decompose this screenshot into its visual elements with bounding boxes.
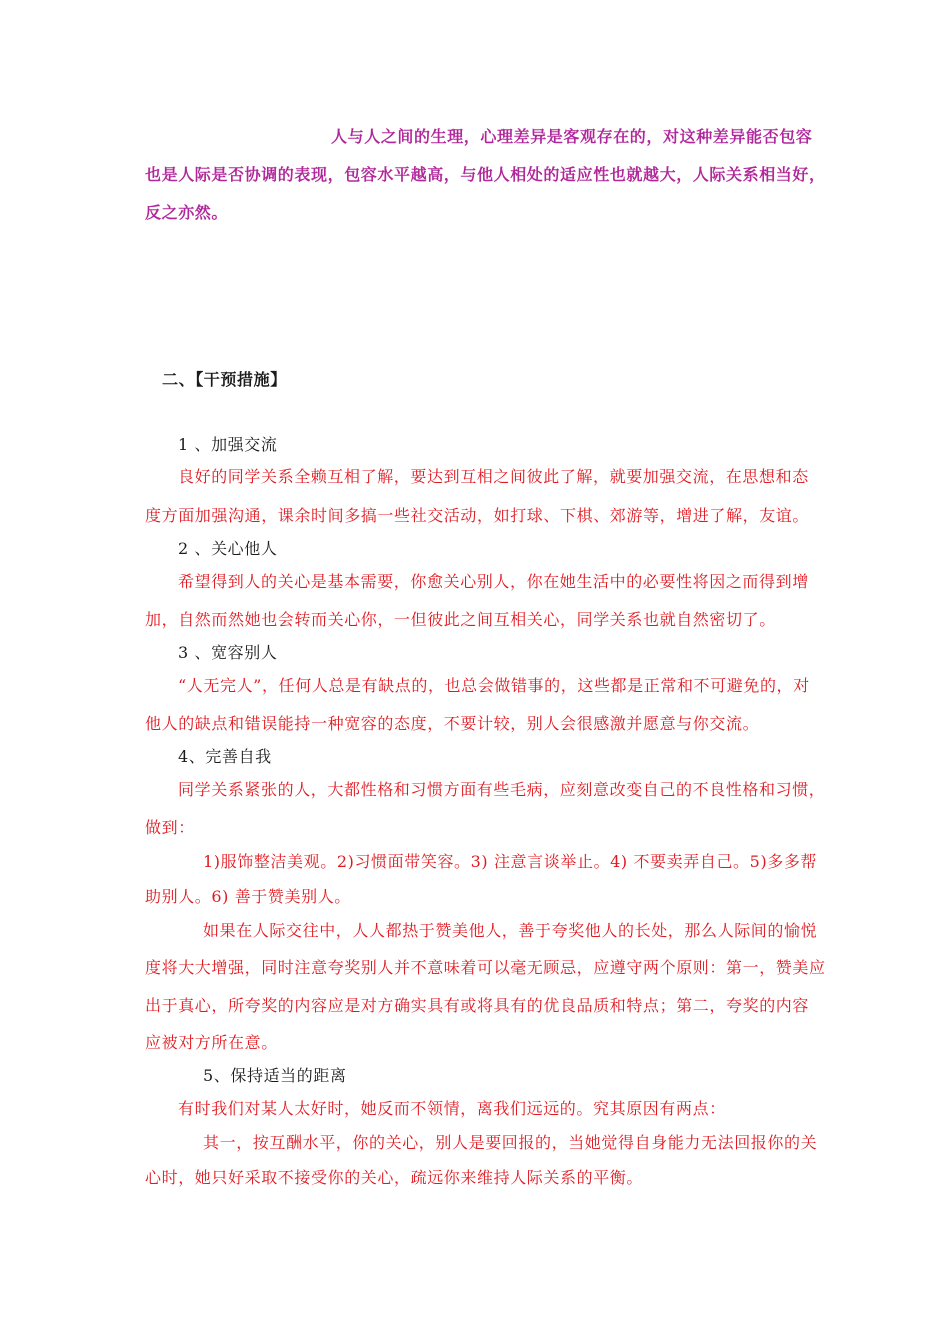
section-heading: 二、【干预措施】 [162,370,287,389]
item4-paragraph-line-1: 同学关系紧张的人，大都性格和习惯方面有些毛病，应刻意改变自己的不良性格和习惯， [178,780,826,799]
item4-list-line-1: 1)服饰整洁美观。2)习惯面带笑容。3) 注意言谈举止。4) 不要卖弄自己。5)多多帮 [203,852,818,871]
item5-paragraph-line-1: 有时我们对某人太好时，她反而不领情，离我们远远的。究其原因有两点： [178,1099,726,1118]
item4-paragraph-line-2: 做到： [145,818,195,837]
item2-paragraph-line-2: 加，自然而然她也会转而关心你，一但彼此之间互相关心，同学关系也就自然密切了。 [145,610,776,629]
item5-paragraph-line-2: 其一，按互酬水平，你的关心，别人是要回报的，当她觉得自身能力无法回报你的关 [203,1133,818,1152]
item4-praise-line-2: 度将大大增强，同时注意夸奖别人并不意味着可以毫无顾忌，应遵守两个原则：第一，赞美应 [145,958,826,977]
item3-paragraph-line-2: 他人的缺点和错误能持一种宽容的态度，不要计较，别人会很感激并愿意与你交流。 [145,714,760,733]
item2-heading: 2 、关心他人 [178,539,278,558]
item4-heading: 4、完善自我 [178,747,272,766]
intro-line-3: 反之亦然。 [145,203,229,222]
item5-paragraph-line-3: 心时，她只好采取不接受你的关心，疏远你来维持人际关系的平衡。 [145,1168,644,1187]
item1-paragraph-line-1: 良好的同学关系全赖互相了解，要达到互相之间彼此了解，就要加强交流，在思想和态 [178,467,809,486]
item1-heading: 1 、加强交流 [178,435,278,454]
item3-paragraph-line-1: “人无完人”，任何人总是有缺点的，也总会做错事的，这些都是正常和不可避免的，对 [178,676,810,695]
item4-list-line-2: 助别人。6) 善于赞美别人。 [145,887,351,906]
item3-heading: 3 、宽容别人 [178,643,278,662]
item1-paragraph-line-2: 度方面加强沟通，课余时间多搞一些社交活动，如打球、下棋、郊游等，增进了解，友谊。 [145,506,810,525]
item4-praise-line-1: 如果在人际交往中，人人都热于赞美他人，善于夸奖他人的长处，那么人际间的愉悦 [203,921,818,940]
intro-line-2: 也是人际是否协调的表现，包容水平越高，与他人相处的适应性也就越大，人际关系相当好， [145,165,826,184]
intro-line-1: 人与人之间的生理，心理差异是客观存在的，对这种差异能否包容 [331,127,813,146]
item5-heading: 5、保持适当的距离 [203,1066,347,1085]
item4-praise-line-4: 应被对方所在意。 [145,1033,278,1052]
item2-paragraph-line-1: 希望得到人的关心是基本需要，你愈关心别人，你在她生活中的必要性将因之而得到增 [178,572,809,591]
item4-praise-line-3: 出于真心，所夸奖的内容应是对方确实具有或将具有的优良品质和特点；第二，夸奖的内容 [145,996,810,1015]
